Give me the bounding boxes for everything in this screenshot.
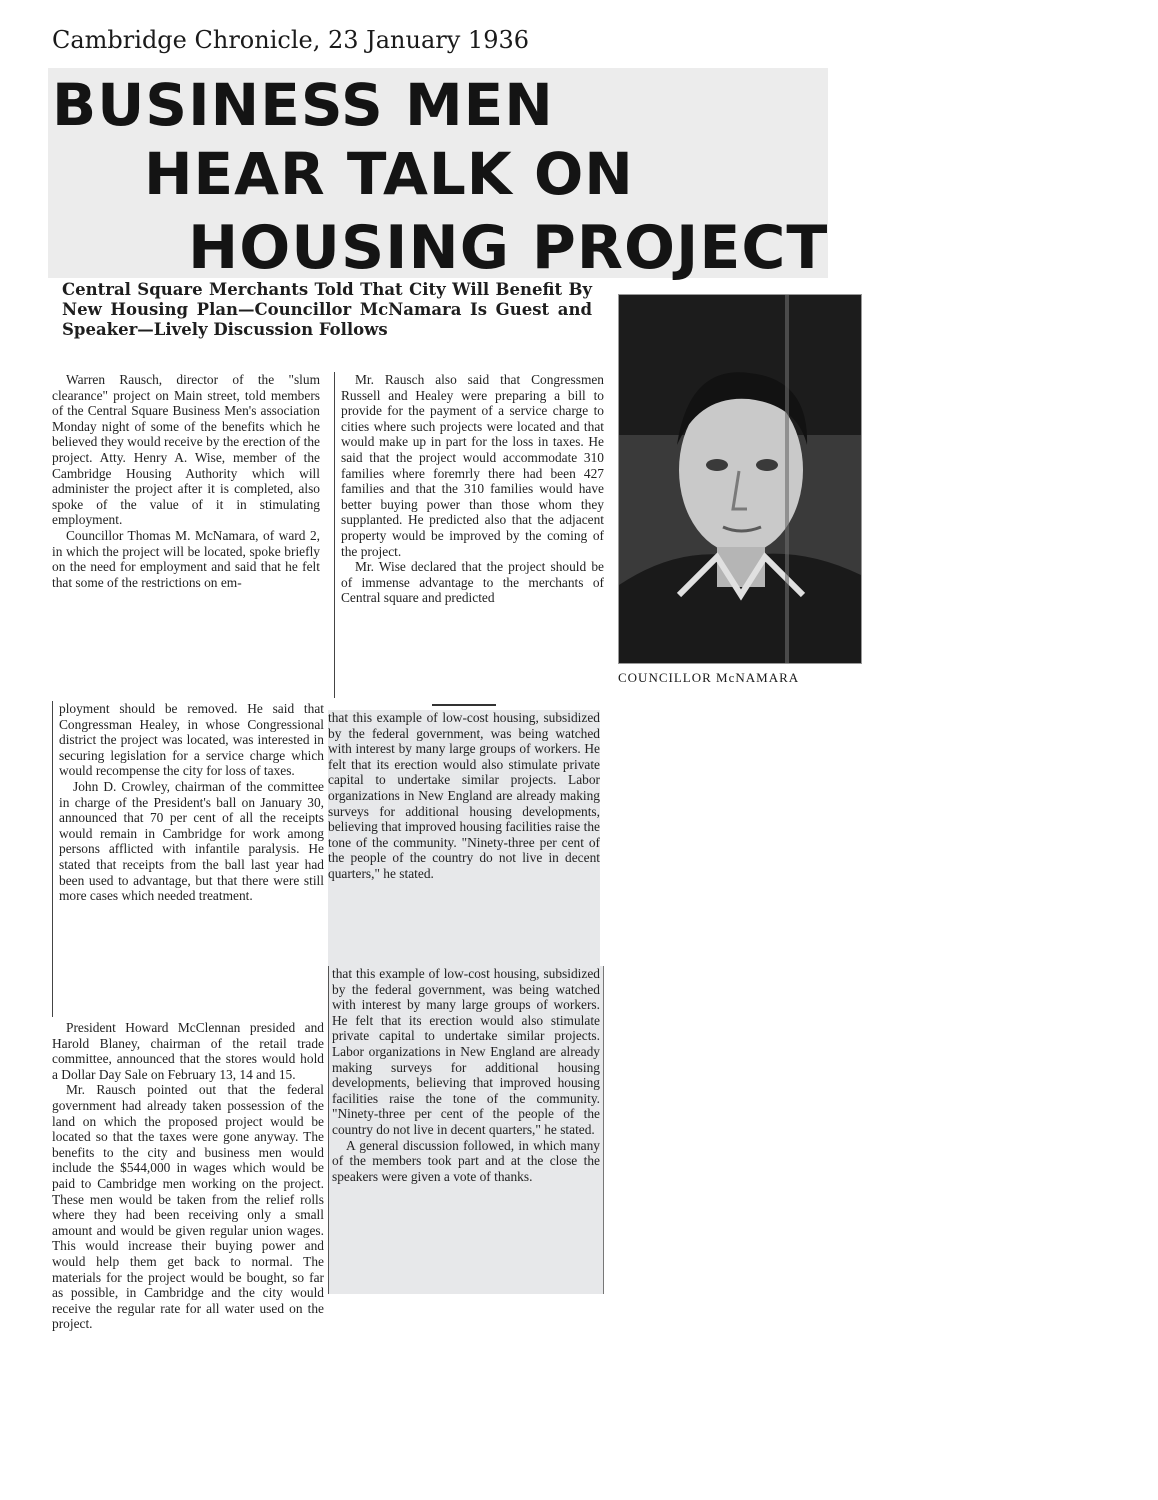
portrait-photo [618, 294, 862, 664]
paragraph: Warren Rausch, director of the "slum clearance" project on Main street, told members of the Central Square Business Men's association Monday night of some of the benefits which he believed they would receive by the erection of the project. Atty. Henry A. Wise, member of the Cambridge Housing Authority which will administer the project after it is completed, also spoke of the value of it in stimulating employment. [52, 372, 320, 528]
article-column-3 [52, 1020, 324, 1460]
article-column-6 [328, 966, 604, 1294]
article-column-2 [52, 701, 324, 1017]
paragraph: that this example of low-cost housing, subsidized by the federal government, was being watched with interest by many large groups of workers. He felt that its erection would also stimulate private capital to undertake similar projects. Labor organizations in New England are already making surveys for additional housing developments, believing that improved housing facilities raise the tone of the community. "Ninety-three per cent of the people of the country do not live in decent quarters," he stated. [328, 710, 600, 881]
headline-line-3: HOUSING PROJECT [188, 213, 829, 283]
headline-line-1: BUSINESS MEN [52, 71, 554, 139]
article-column-1 [52, 372, 320, 695]
paragraph: A general discussion followed, in which many of the members took part and at the close the speakers were given a vote of thanks. [332, 1137, 600, 1184]
headline [48, 68, 829, 283]
paragraph: Mr. Rausch pointed out that the federal government had already taken possession of the land on which the proposed project would be located so that the taxes were gone anyway. The benefits to the city and business men would include the $544,000 in wages which would be paid to Cambridge men working on the project. These men would be taken from the relief rolls where they had been receiving only a small amount and would be given regular union wages. This would increase their buying power and would help them get back to normal. The materials for the project would be bought, so far as possible, in Cambridge and the city would receive the regular rate for all water used on the project. [52, 1082, 324, 1332]
paragraph: Mr. Wise declared that the project should be of immense advantage to the merchants of Central square and predicted [341, 559, 604, 606]
column-divider-rule [432, 704, 496, 706]
article-column-5 [328, 710, 600, 966]
source-line: Cambridge Chronicle, 23 January 1936 [52, 26, 530, 54]
paragraph: President Howard McClennan presided and Harold Blaney, chairman of the retail trade committee, announced that the stores would hold a Dollar Day Sale on February 13, 14 and 15. [52, 1020, 324, 1082]
article-column-4 [334, 372, 604, 698]
paragraph: Mr. Rausch also said that Congressmen Russell and Healey were preparing a bill to provide for the payment of a service charge to cities where such projects were located and that would make up in part for the loss in taxes. He said that the project would accommodate 310 families where foremrly there had been 427 families and that the 310 families would have better buying power than those whom they supplanted. He predicted also that the adjacent property would be improved by the coming of the project. [341, 372, 604, 559]
photo-caption: COUNCILLOR McNAMARA [618, 670, 800, 685]
paragraph: John D. Crowley, chairman of the committee in charge of the President's ball on January 30, announced that 70 per cent of all the receipts would remain in Cambridge for work among persons afflicted with infantile paralysis. He stated that receipts from the ball last year had been used to advantage, but that there were still more cases which needed treatment. [59, 778, 324, 904]
headline-line-2: HEAR TALK ON [144, 140, 634, 208]
paragraph: ployment should be removed. He said that Congressman Healey, in whose Congressional district the project was located, was interested in securing legislation for a service charge which would recompense the city for loss of taxes. [59, 701, 324, 779]
paragraph: Councillor Thomas M. McNamara, of ward 2, in which the project will be located, spoke briefly on the need for employment and said that he felt that some of the restrictions on em- [52, 527, 320, 590]
paragraph: that this example of low-cost housing, subsidized by the federal government, was being watched with interest by many large groups of workers. He felt that its erection would also stimulate private capital to undertake similar projects. Labor organizations in New England are already making surveys for additional housing developments, believing that improved housing facilities raise the tone of the community. "Ninety-three per cent of the people of the country do not live in decent quarters," he stated. [332, 966, 600, 1137]
subheadline-deck: Central Square Merchants Told That City Will Benefit By New Housing Plan—Councillor McNamara Is Guest and Speaker—Lively Discussion Follows [62, 280, 592, 339]
